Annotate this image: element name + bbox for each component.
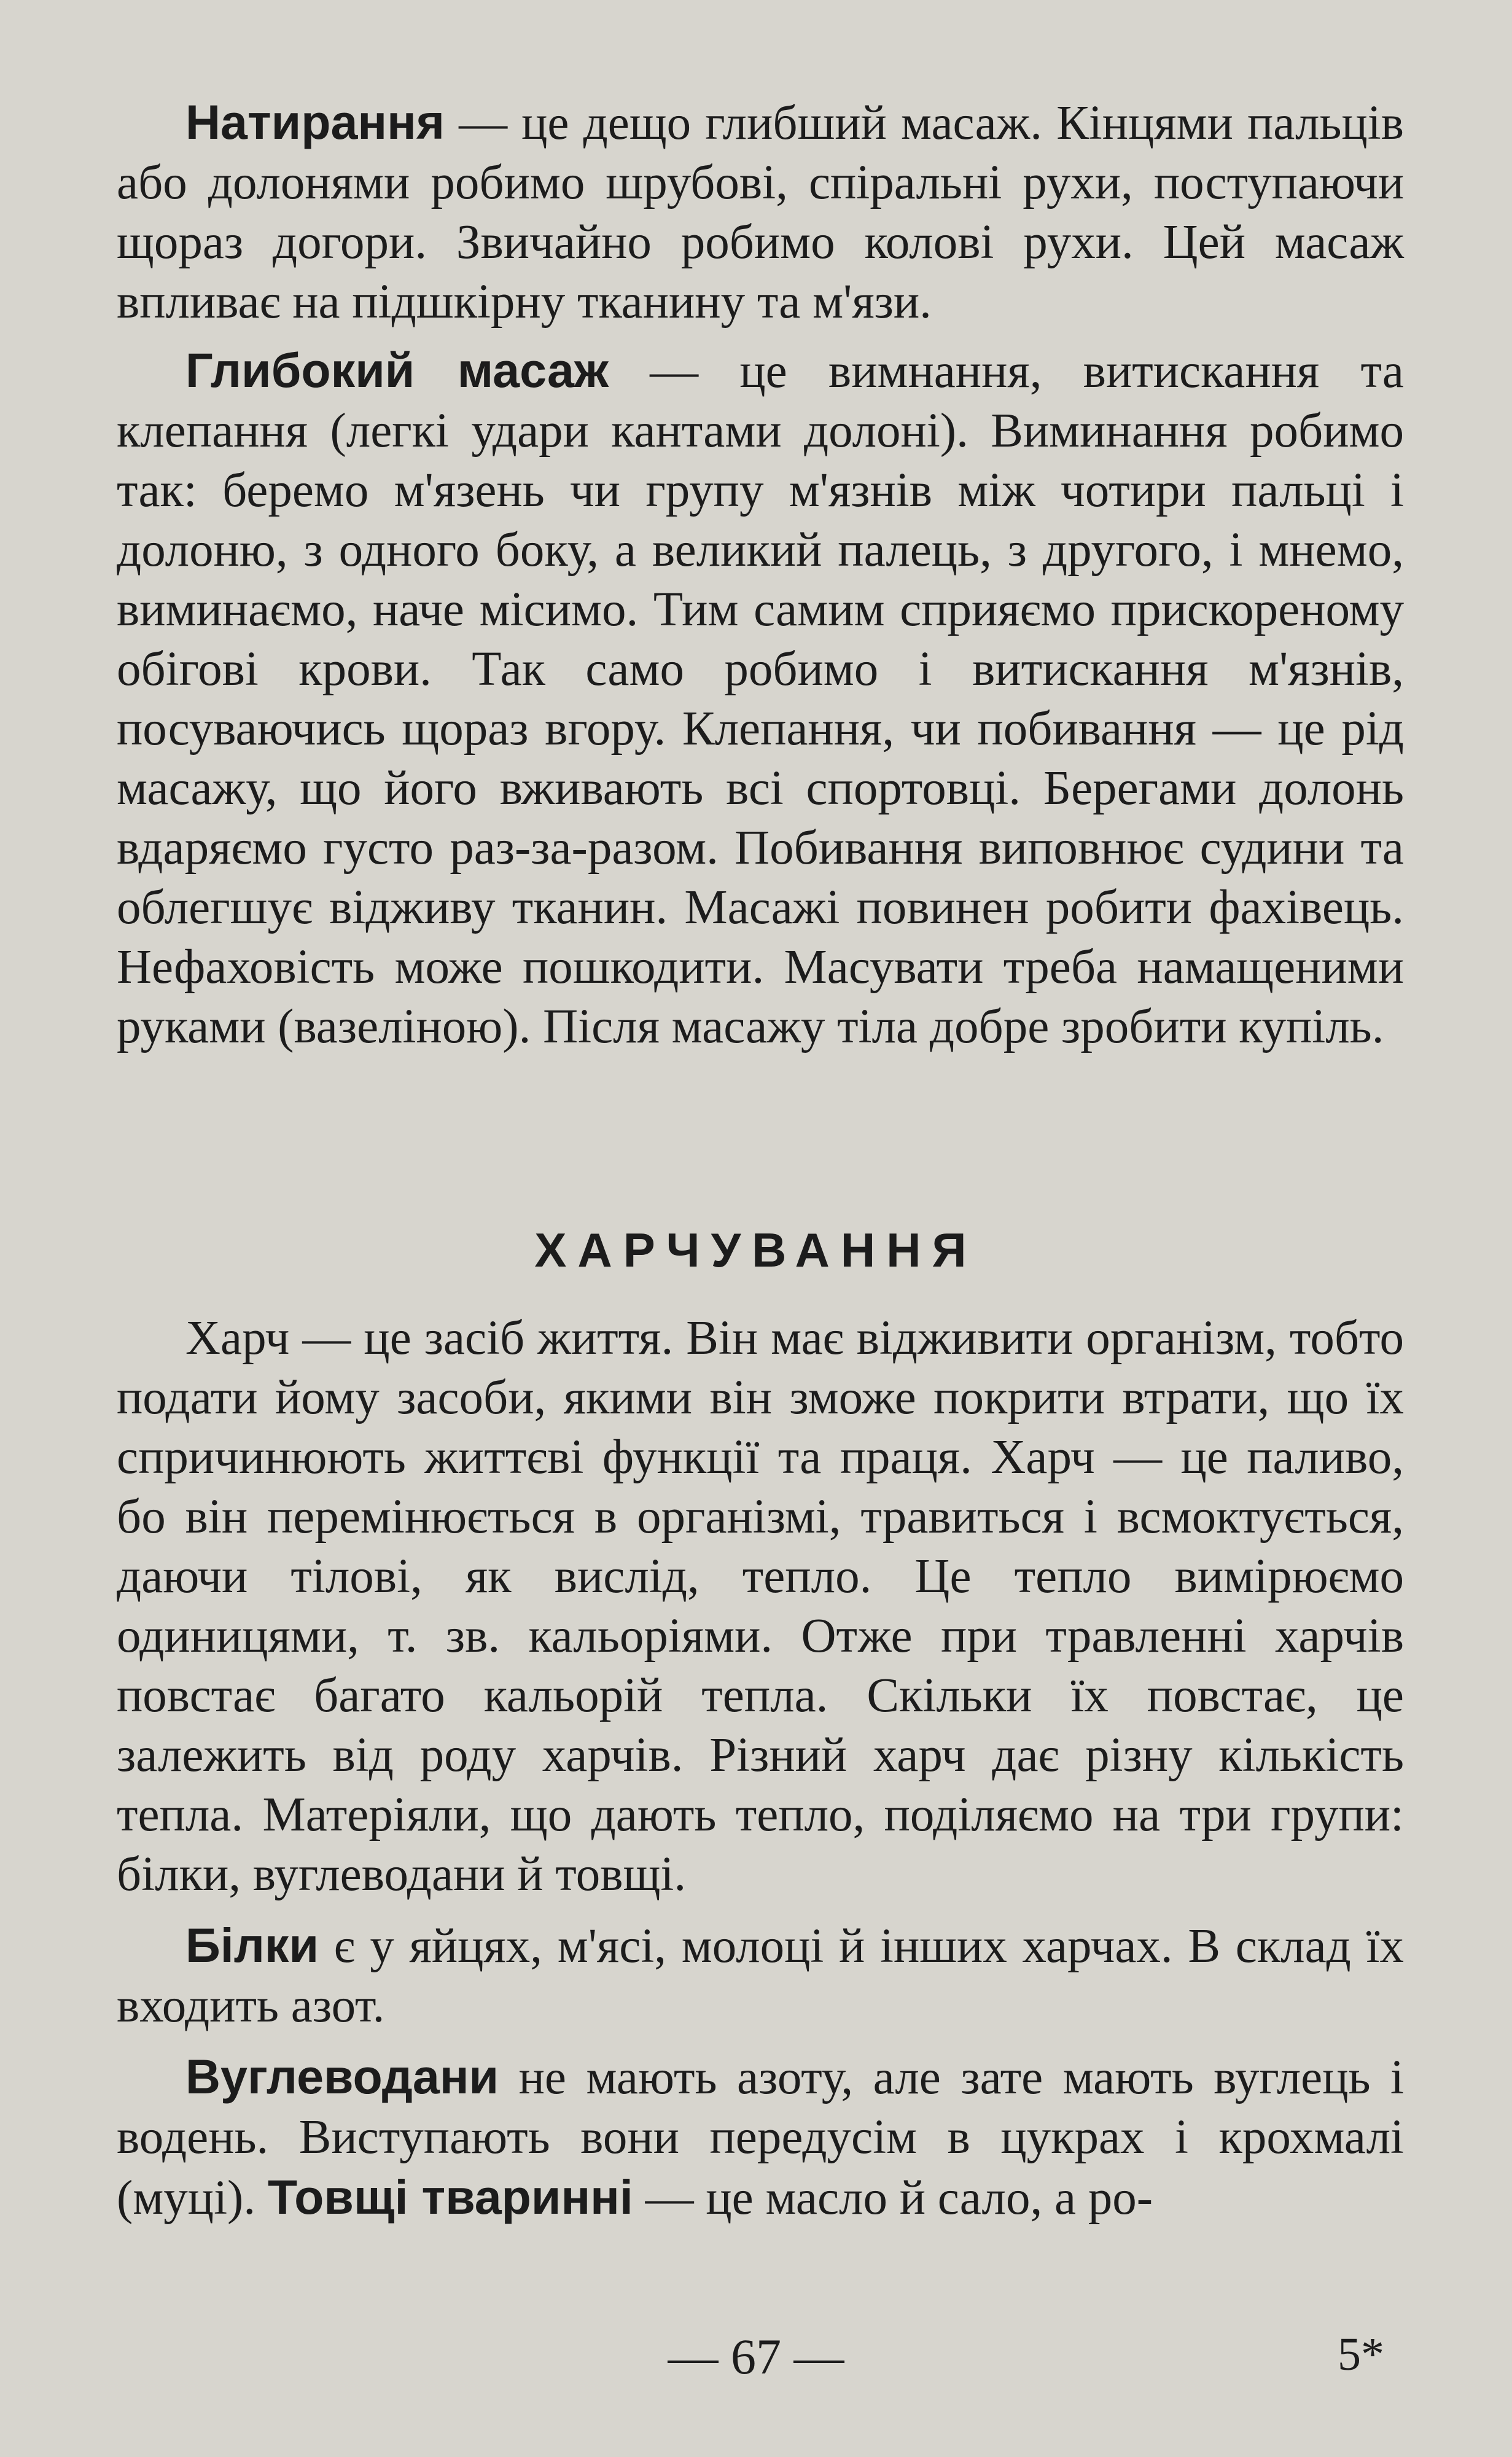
paragraph-deep-massage: [117, 340, 1404, 1057]
term-deep-massage: Глибокий масаж: [185, 343, 609, 397]
section-heading: ХАРЧУВАННЯ: [534, 1223, 978, 1277]
term-proteins: Білки: [185, 1918, 319, 1972]
paragraph-proteins: [117, 1915, 1404, 2036]
term-animal-fats: Товщі тваринні: [267, 2170, 633, 2224]
signature-mark: 5*: [1338, 2329, 1384, 2380]
paragraph-deep-massage-text: — це вимнання, витискання та клепання (легкі удари кантами долоні). Виминання робимо так: беремо м'язень чи групу м'язнів між чотири пальці і долоню, з одного боку, а великий палець, з другого, і мнемо, виминаємо, наче місимо. Тим самим сприяємо прискореному обігові крови. Так само робимо і витискання м'язнів, посуваючись щораз вгору. Клепання, чи побивання — це рід масажу, що його вживають всі спортовці. Берегами долонь вдаряємо густо раз-за-разом. Побивання виповнює судини та облегшує відживу тканин. Масажі повинен робити фахівець. Нефаховість може пошкодити. Масувати треба намащеними руками (вазеліною). Після масажу тіла добре зробити купіль.: [117, 345, 1404, 1053]
paragraph-proteins-text: є у яйцях, м'ясі, молоці й інших харчах. В склад їх входить азот.: [117, 1920, 1404, 2033]
paragraph-rubbing-text: — це дещо глибший масаж. Кінцями пальців або долонями робимо шрубові, спіральні рухи, поступаючи щораз догори. Звичайно робимо колові рухи. Цей масаж впливає на підшкірну тканину та м'язи.: [117, 96, 1404, 329]
paragraph-food: Харч — це засіб життя. Він має відживити організм, тобто подати йому засоби, якими він зможе покрити втрати, що їх спричинюють життєві функції та праця. Харч — це паливо, бо він перемінюється в організмі, травиться і всмоктується, даючи тілові, як вислід, тепло. Це тепло вимірюємо одиницями, т. зв. кальоріями. Отже при травленні харчів повстає багато кальорій тепла. Скільки їх повстає, це залежить від роду харчів. Різний харч дає різну кількість тепла. Матеріяли, що дають тепло, поділяємо на три групи: білки, вуглеводани й товщі.: [117, 1311, 1404, 1901]
paragraph-carbohydrates-text: не мають азоту, але зате мають вуглець і водень. Виступають вони передусім в цукрах і крохмалі (муці).: [117, 2051, 1404, 2225]
paragraph-carbohydrates: [117, 2047, 1404, 2228]
term-carbohydrates: Вуглеводани: [185, 2049, 499, 2104]
page-number: — 67 —: [668, 2329, 844, 2385]
text-block-top: [117, 92, 1404, 1057]
paragraph-fats-text: — це масло й сало, а ро-: [633, 2171, 1153, 2225]
term-rubbing: Натирання: [185, 95, 445, 149]
text-block-bottom: [117, 1308, 1404, 2228]
paragraph-rubbing: [117, 92, 1404, 332]
